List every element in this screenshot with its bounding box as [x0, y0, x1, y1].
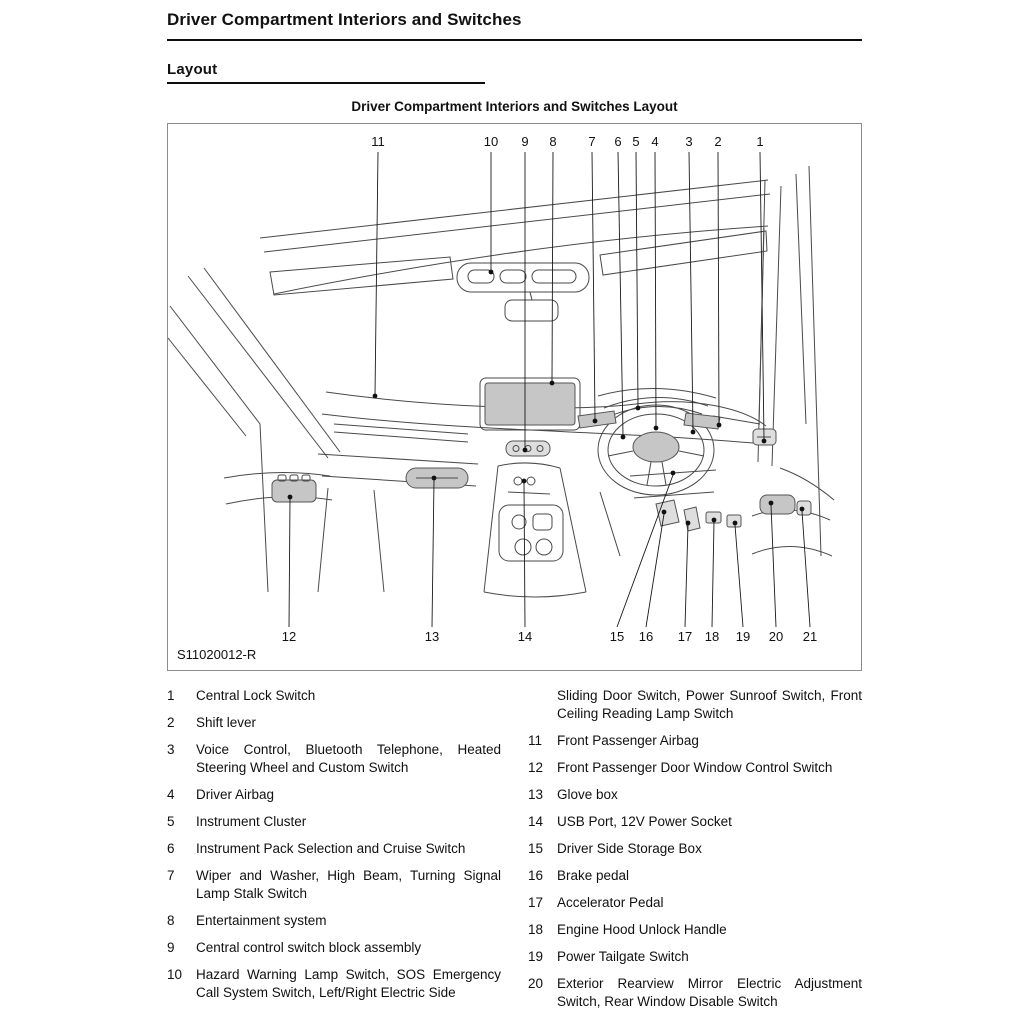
callout-label: 2 — [714, 134, 722, 149]
page-content — [167, 0, 862, 1020]
callout-label: 14 — [517, 629, 533, 644]
legend-item-number: 12 — [528, 760, 544, 775]
legend-item-text: Instrument Cluster — [196, 814, 307, 829]
legend-item-text: Front Passenger Airbag — [557, 733, 699, 748]
legend-item-text: Front Passenger Door Window Control Switch — [557, 760, 833, 775]
callout-label: 5 — [632, 134, 640, 149]
callout-label: 1 — [756, 134, 764, 149]
legend-item-text: Shift lever — [196, 715, 257, 730]
legend-item-number: 2 — [167, 715, 175, 730]
legend — [167, 687, 862, 1020]
legend-item — [167, 939, 501, 957]
legend-item — [528, 732, 862, 750]
legend-item-text: USB Port, 12V Power Socket — [557, 814, 732, 829]
legend-item-text: Exterior Rearview Mirror Electric Adjustment Switch, Rear Window Disable Switch — [557, 976, 862, 1009]
legend-item-number: 9 — [167, 940, 175, 955]
legend-item — [528, 867, 862, 885]
callout-label: 11 — [371, 134, 385, 149]
legend-item-number: 17 — [528, 895, 544, 910]
callout-label: 18 — [704, 629, 720, 644]
legend-item-number: 7 — [167, 868, 175, 883]
legend-item-number: 19 — [528, 949, 544, 964]
legend-item-text: Accelerator Pedal — [557, 895, 664, 910]
legend-item — [167, 786, 501, 804]
legend-item-text: Instrument Pack Selection and Cruise Switch — [196, 841, 466, 856]
callout-label: 15 — [609, 629, 625, 644]
legend-item-text: Sliding Door Switch, Power Sunroof Switch, Front Ceiling Reading Lamp Switch — [557, 688, 862, 721]
callout-label: 19 — [735, 629, 751, 644]
legend-item — [528, 759, 862, 777]
legend-left-column — [167, 687, 501, 1020]
legend-item-number: 3 — [167, 742, 175, 757]
legend-item-text: Glove box — [557, 787, 618, 802]
legend-item-number: 11 — [528, 733, 543, 748]
legend-item-number: 18 — [528, 922, 544, 937]
legend-item — [167, 966, 501, 1002]
legend-item — [528, 894, 862, 912]
legend-item — [528, 786, 862, 804]
legend-item — [167, 867, 501, 903]
legend-item-text: Driver Airbag — [196, 787, 275, 802]
callout-label: 9 — [521, 134, 529, 149]
legend-item — [167, 912, 501, 930]
legend-item-number: 4 — [167, 787, 175, 802]
callout-label: 20 — [768, 629, 784, 644]
callout-label: 8 — [549, 134, 557, 149]
legend-right-column — [528, 687, 862, 1020]
legend-item-text: Power Tailgate Switch — [557, 949, 689, 964]
callout-label: 21 — [802, 629, 818, 644]
title-rule — [167, 39, 862, 41]
legend-item — [528, 813, 862, 831]
legend-item-text: Engine Hood Unlock Handle — [557, 922, 727, 937]
callout-label: 3 — [685, 134, 693, 149]
legend-item-text: Brake pedal — [557, 868, 630, 883]
callout-label: 4 — [651, 134, 659, 149]
callout-label: 17 — [677, 629, 693, 644]
legend-item-number — [528, 687, 557, 723]
legend-item-text: Wiper and Washer, High Beam, Turning Signal Lamp Stalk Switch — [196, 868, 501, 901]
legend-item-number: 1 — [167, 688, 175, 703]
legend-item-text: Driver Side Storage Box — [557, 841, 702, 856]
page-title: Driver Compartment Interiors and Switches — [167, 10, 522, 29]
callout-label: 10 — [483, 134, 499, 149]
legend-item-number: 14 — [528, 814, 544, 829]
vehicle-interior-drawing — [168, 124, 861, 670]
legend-item — [528, 975, 862, 1011]
figure-title: Driver Compartment Interiors and Switches Layout — [351, 99, 678, 114]
figure-box — [167, 123, 862, 671]
legend-item — [167, 687, 501, 705]
legend-item — [528, 687, 862, 723]
legend-item-number: 15 — [528, 841, 544, 856]
legend-item-number: 20 — [528, 976, 544, 991]
legend-item — [528, 921, 862, 939]
section-heading: Layout — [167, 61, 485, 84]
legend-item — [167, 741, 501, 777]
legend-item — [528, 840, 862, 858]
legend-item-number: 13 — [528, 787, 544, 802]
legend-item-text: Entertainment system — [196, 913, 327, 928]
legend-item-number: 10 — [167, 967, 183, 982]
legend-item-number: 8 — [167, 913, 175, 928]
figure-code: S11020012-R — [177, 647, 257, 662]
legend-item-text: Voice Control, Bluetooth Telephone, Heated Steering Wheel and Custom Switch — [196, 742, 501, 775]
legend-item — [167, 840, 501, 858]
callout-label: 16 — [638, 629, 654, 644]
legend-item-number: 16 — [528, 868, 544, 883]
callout-label: 6 — [614, 134, 622, 149]
callout-label: 13 — [424, 629, 440, 644]
legend-item-text: Hazard Warning Lamp Switch, SOS Emergency Call System Switch, Left/Right Electric Side — [196, 967, 501, 1000]
legend-item-number: 5 — [167, 814, 175, 829]
callout-label: 7 — [588, 134, 596, 149]
legend-item — [167, 714, 501, 732]
legend-item-text: Central Lock Switch — [196, 688, 316, 703]
legend-item-number: 6 — [167, 841, 175, 856]
callout-label: 12 — [281, 629, 297, 644]
legend-item — [167, 813, 501, 831]
legend-item — [528, 948, 862, 966]
legend-item-text: Central control switch block assembly — [196, 940, 422, 955]
